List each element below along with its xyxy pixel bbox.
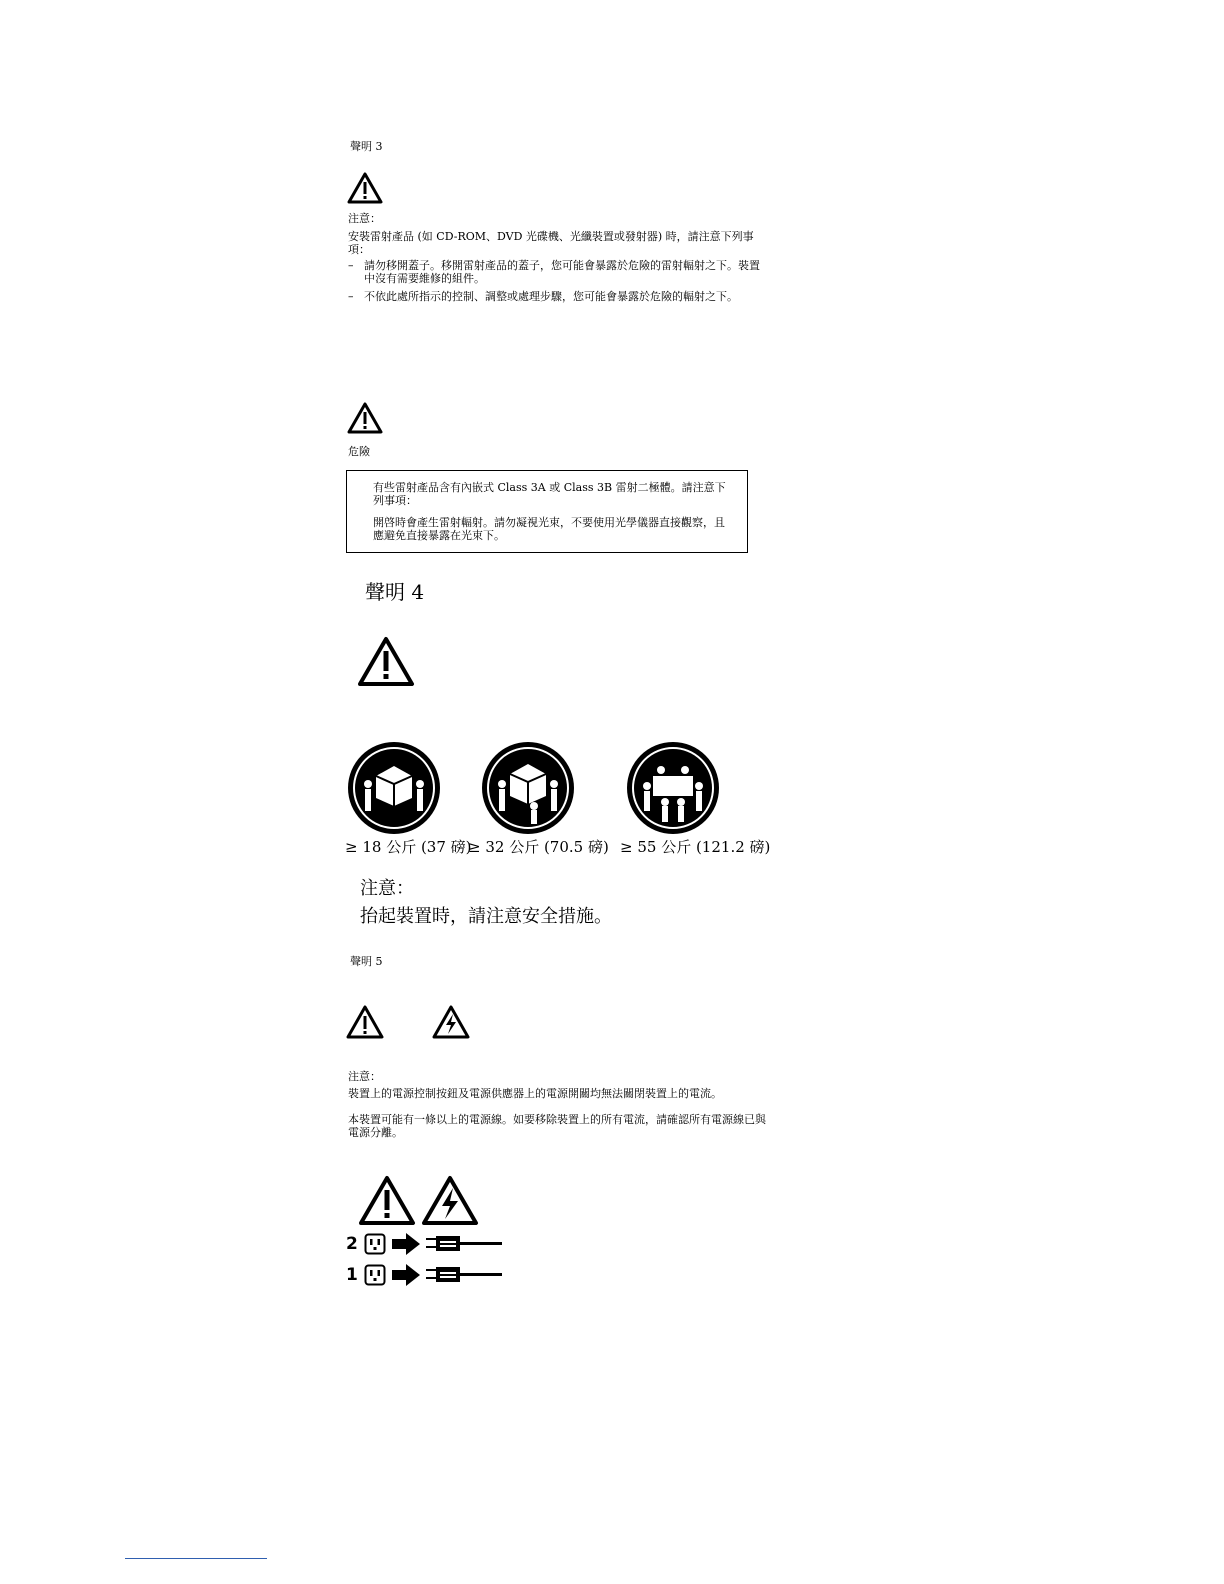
power-plug-icon	[426, 1265, 502, 1285]
list-item	[348, 259, 770, 285]
bullet-dash: –	[348, 259, 354, 272]
outlet-icon	[364, 1264, 386, 1286]
list-item	[348, 290, 770, 303]
statement-3-title: 聲明 3	[350, 140, 383, 153]
danger-paragraph: 開啓時會產生雷射輻射。請勿凝視光束，不要使用光學儀器直接觀察，且應避免直接暴露在光束下。	[373, 516, 725, 542]
statement-5-line: 本裝置可能有一條以上的電源線。如要移除裝置上的所有電流，請確認所有電源線已與電源分離。	[348, 1113, 766, 1139]
warning-icon	[357, 636, 415, 688]
bullet-dash: –	[348, 290, 354, 303]
warning-icon	[347, 172, 383, 204]
power-cord-row	[346, 1233, 502, 1255]
electrical-hazard-icon	[432, 1005, 470, 1039]
weight-label: ≥ 55 公斤 (121.2 磅)	[620, 838, 771, 856]
statement-5-title: 聲明 5	[350, 955, 383, 968]
danger-label: 危險	[348, 445, 370, 458]
statement-5-line: 裝置上的電源控制按鈕及電源供應器上的電源開關均無法關閉裝置上的電流。	[348, 1087, 722, 1100]
statement-4-caution-text: 抬起裝置時，請注意安全措施。	[360, 906, 612, 927]
warning-icon	[358, 1175, 416, 1227]
electrical-hazard-icon	[421, 1175, 479, 1227]
footer-divider	[125, 1558, 267, 1559]
bullet-text: 請勿移開蓋子。移開雷射產品的蓋子，您可能會暴露於危險的雷射輻射之下。裝置中沒有需要維修的組件。	[364, 259, 760, 285]
statement-3-bullets	[348, 259, 770, 303]
danger-box	[346, 470, 748, 553]
statement-4-title: 聲明 4	[365, 580, 425, 604]
bullet-text: 不依此處所指示的控制、調整或處理步驟，您可能會暴露於危險的輻射之下。	[364, 290, 738, 303]
weight-label: ≥ 32 公斤 (70.5 磅)	[468, 838, 609, 856]
danger-paragraph: 有些雷射產品含有內嵌式 Class 3A 或 Class 3B 雷射二極體。請注意下列事項：	[373, 481, 726, 507]
cord-number: 2	[346, 1234, 358, 1254]
statement-5-caution-label: 注意：	[348, 1070, 381, 1083]
outlet-icon	[364, 1233, 386, 1255]
four-person-lift-icon	[625, 740, 721, 836]
statement-3-caution-label: 注意：	[348, 212, 381, 225]
three-person-lift-icon	[480, 740, 576, 836]
power-cord-row	[346, 1264, 502, 1286]
warning-icon	[346, 1005, 384, 1039]
cord-number: 1	[346, 1265, 358, 1285]
statement-4-caution-label: 注意：	[360, 878, 414, 899]
weight-label: ≥ 18 公斤 (37 磅)	[345, 838, 472, 856]
two-person-lift-icon	[346, 740, 442, 836]
statement-3-intro: 安裝雷射產品 (如 CD-ROM、DVD 光碟機、光纖裝置或發射器) 時，請注意下列事項：	[348, 230, 754, 256]
power-plug-icon	[426, 1234, 502, 1254]
arrow-right-icon	[392, 1233, 420, 1255]
warning-icon	[347, 402, 383, 434]
arrow-right-icon	[392, 1264, 420, 1286]
